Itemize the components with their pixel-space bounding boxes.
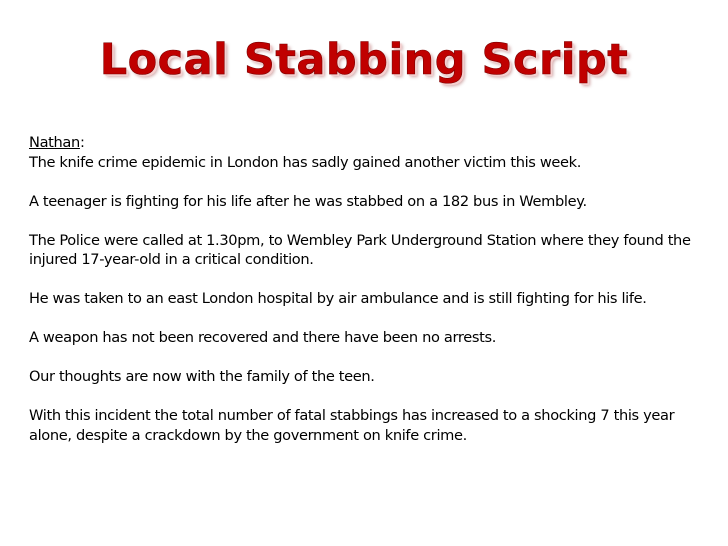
script-paragraph-4: He was taken to an east London hospital by air ambulance and is still fighting for his life.	[29, 290, 647, 307]
slide-title: Local Stabbing Script	[99, 35, 629, 85]
script-paragraph-2: A teenager is fighting for his life after he was stabbed on a 182 bus in Wembley.	[29, 192, 587, 210]
script-paragraph-1: The knife crime epidemic in London has sadly gained another victim this week.	[29, 153, 582, 171]
speaker-name: Nathan	[29, 134, 80, 151]
speaker-line	[29, 133, 719, 153]
script-paragraph-7: With this incident the total number of fatal stabbings has increased to a shocking 7 this year alone, despite a crackdown by the government on knife crime.	[29, 407, 675, 444]
script-paragraph-3: The Police were called at 1.30pm, to Wembley Park Underground Station where they found the injured 17-year-old in a critical condition.	[29, 231, 691, 268]
speaker-colon: :	[79, 134, 85, 151]
script-paragraph-5: A weapon has not been recovered and there have been no arrests.	[29, 329, 497, 346]
script-body	[29, 133, 719, 465]
script-paragraph-6: Our thoughts are now with the family of the teen.	[29, 368, 375, 385]
